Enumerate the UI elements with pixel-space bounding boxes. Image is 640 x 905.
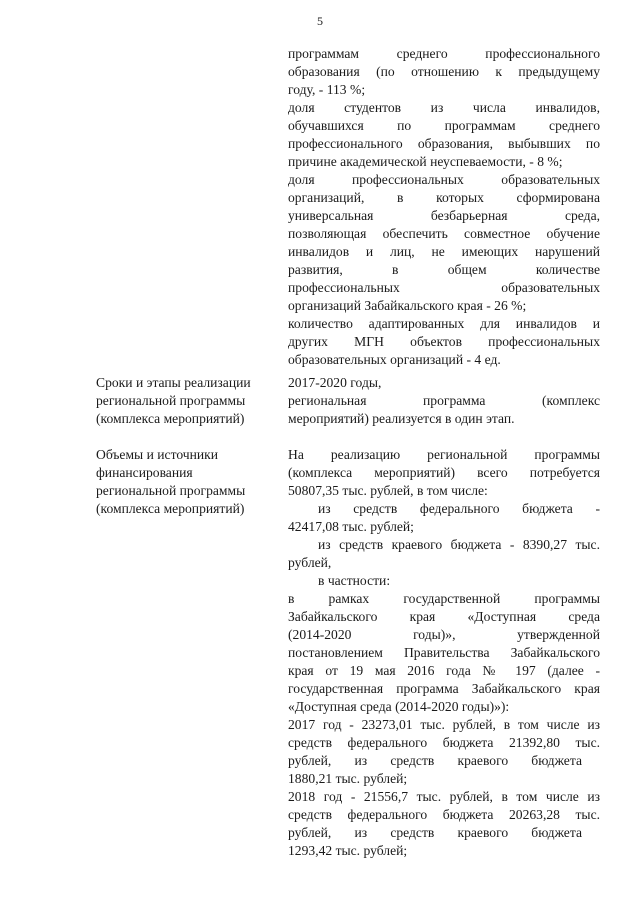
funding-value: постановлением Правительства Забайкальского (288, 645, 600, 660)
funding-value: края от 19 мая 2016 года № 197 (далее - (288, 663, 600, 678)
top-line: организаций Забайкальского края - 26 %; (288, 298, 527, 313)
top-line: образовательных организаций - 4 ед. (288, 352, 501, 367)
top-line: профессионального образования, выбывших по (288, 136, 600, 151)
terms-label: (комплекса мероприятий) (96, 411, 245, 426)
funding-value: 1880,21 тыс. рублей; (288, 771, 408, 786)
terms-label: Сроки и этапы реализации (96, 375, 251, 390)
terms-value: 2017-2020 годы, (288, 375, 382, 390)
top-line: обучавшихся по программам среднего (288, 118, 600, 133)
funding-value: рублей, (288, 555, 332, 570)
top-line: образования (по отношению к предыдущему (288, 64, 600, 79)
top-line: инвалидов и лиц, не имеющих нарушений (288, 244, 600, 259)
top-line: организаций, в которых сформирована (288, 190, 600, 205)
funding-value: в рамках государственной программы (288, 591, 600, 606)
funding-value: Забайкальского края «Доступная среда (288, 609, 600, 624)
funding-value: На реализацию региональной программы (288, 447, 600, 462)
funding-label: финансирования (96, 465, 193, 480)
funding-value: рублей, из средств краевого бюджета (288, 753, 582, 768)
funding-label: (комплекса мероприятий) (96, 501, 245, 516)
funding-value: средств федерального бюджета 21392,80 тыс. (288, 735, 600, 750)
funding-value: 50807,35 тыс. рублей, в том числе: (288, 483, 488, 498)
funding-value: (2014-2020 годы)», утвержденной (288, 627, 600, 642)
funding-value: 1293,42 тыс. рублей; (288, 843, 408, 858)
top-line: доля студентов из числа инвалидов, (288, 100, 600, 115)
top-line: профессиональных образовательных (288, 280, 600, 295)
top-line: позволяющая обеспечить совместное обучение (288, 226, 600, 241)
funding-value: «Доступная среда (2014-2020 годы)»): (288, 699, 510, 714)
page-number: 5 (317, 14, 323, 28)
top-line: количество адаптированных для инвалидов и (288, 316, 600, 331)
funding-value: средств федерального бюджета 20263,28 тыс. (288, 807, 600, 822)
funding-value: 2018 год - 21556,7 тыс. рублей, в том числе из (288, 789, 600, 804)
funding-value: рублей, из средств краевого бюджета (288, 825, 582, 840)
top-line: году, - 113 %; (288, 82, 366, 97)
funding-label: Объемы и источники (96, 447, 219, 462)
top-line: развития, в общем количестве (288, 262, 600, 277)
funding-value: (комплекса мероприятий) всего потребуется (288, 465, 600, 480)
funding-label: региональной программы (96, 483, 246, 498)
funding-value: из средств краевого бюджета - 8390,27 тыс. (318, 537, 600, 552)
top-line: программам среднего профессионального (288, 46, 600, 61)
terms-label: региональной программы (96, 393, 246, 408)
top-line: причине академической неуспеваемости, - 8 %; (288, 154, 563, 169)
funding-value: 2017 год - 23273,01 тыс. рублей, в том числе из (288, 717, 600, 732)
top-line: доля профессиональных образовательных (288, 172, 600, 187)
funding-value: государственная программа Забайкальского края (288, 681, 600, 696)
funding-value: в частности: (318, 573, 391, 588)
terms-value: мероприятий) реализуется в один этап. (288, 411, 515, 426)
top-line: универсальная безбарьерная среда, (288, 208, 600, 223)
funding-value: из средств федерального бюджета - (318, 501, 600, 516)
funding-value: 42417,08 тыс. рублей; (288, 519, 414, 534)
top-line: других МГН объектов профессиональных (288, 334, 600, 349)
terms-value: региональная программа (комплекс (288, 393, 600, 408)
